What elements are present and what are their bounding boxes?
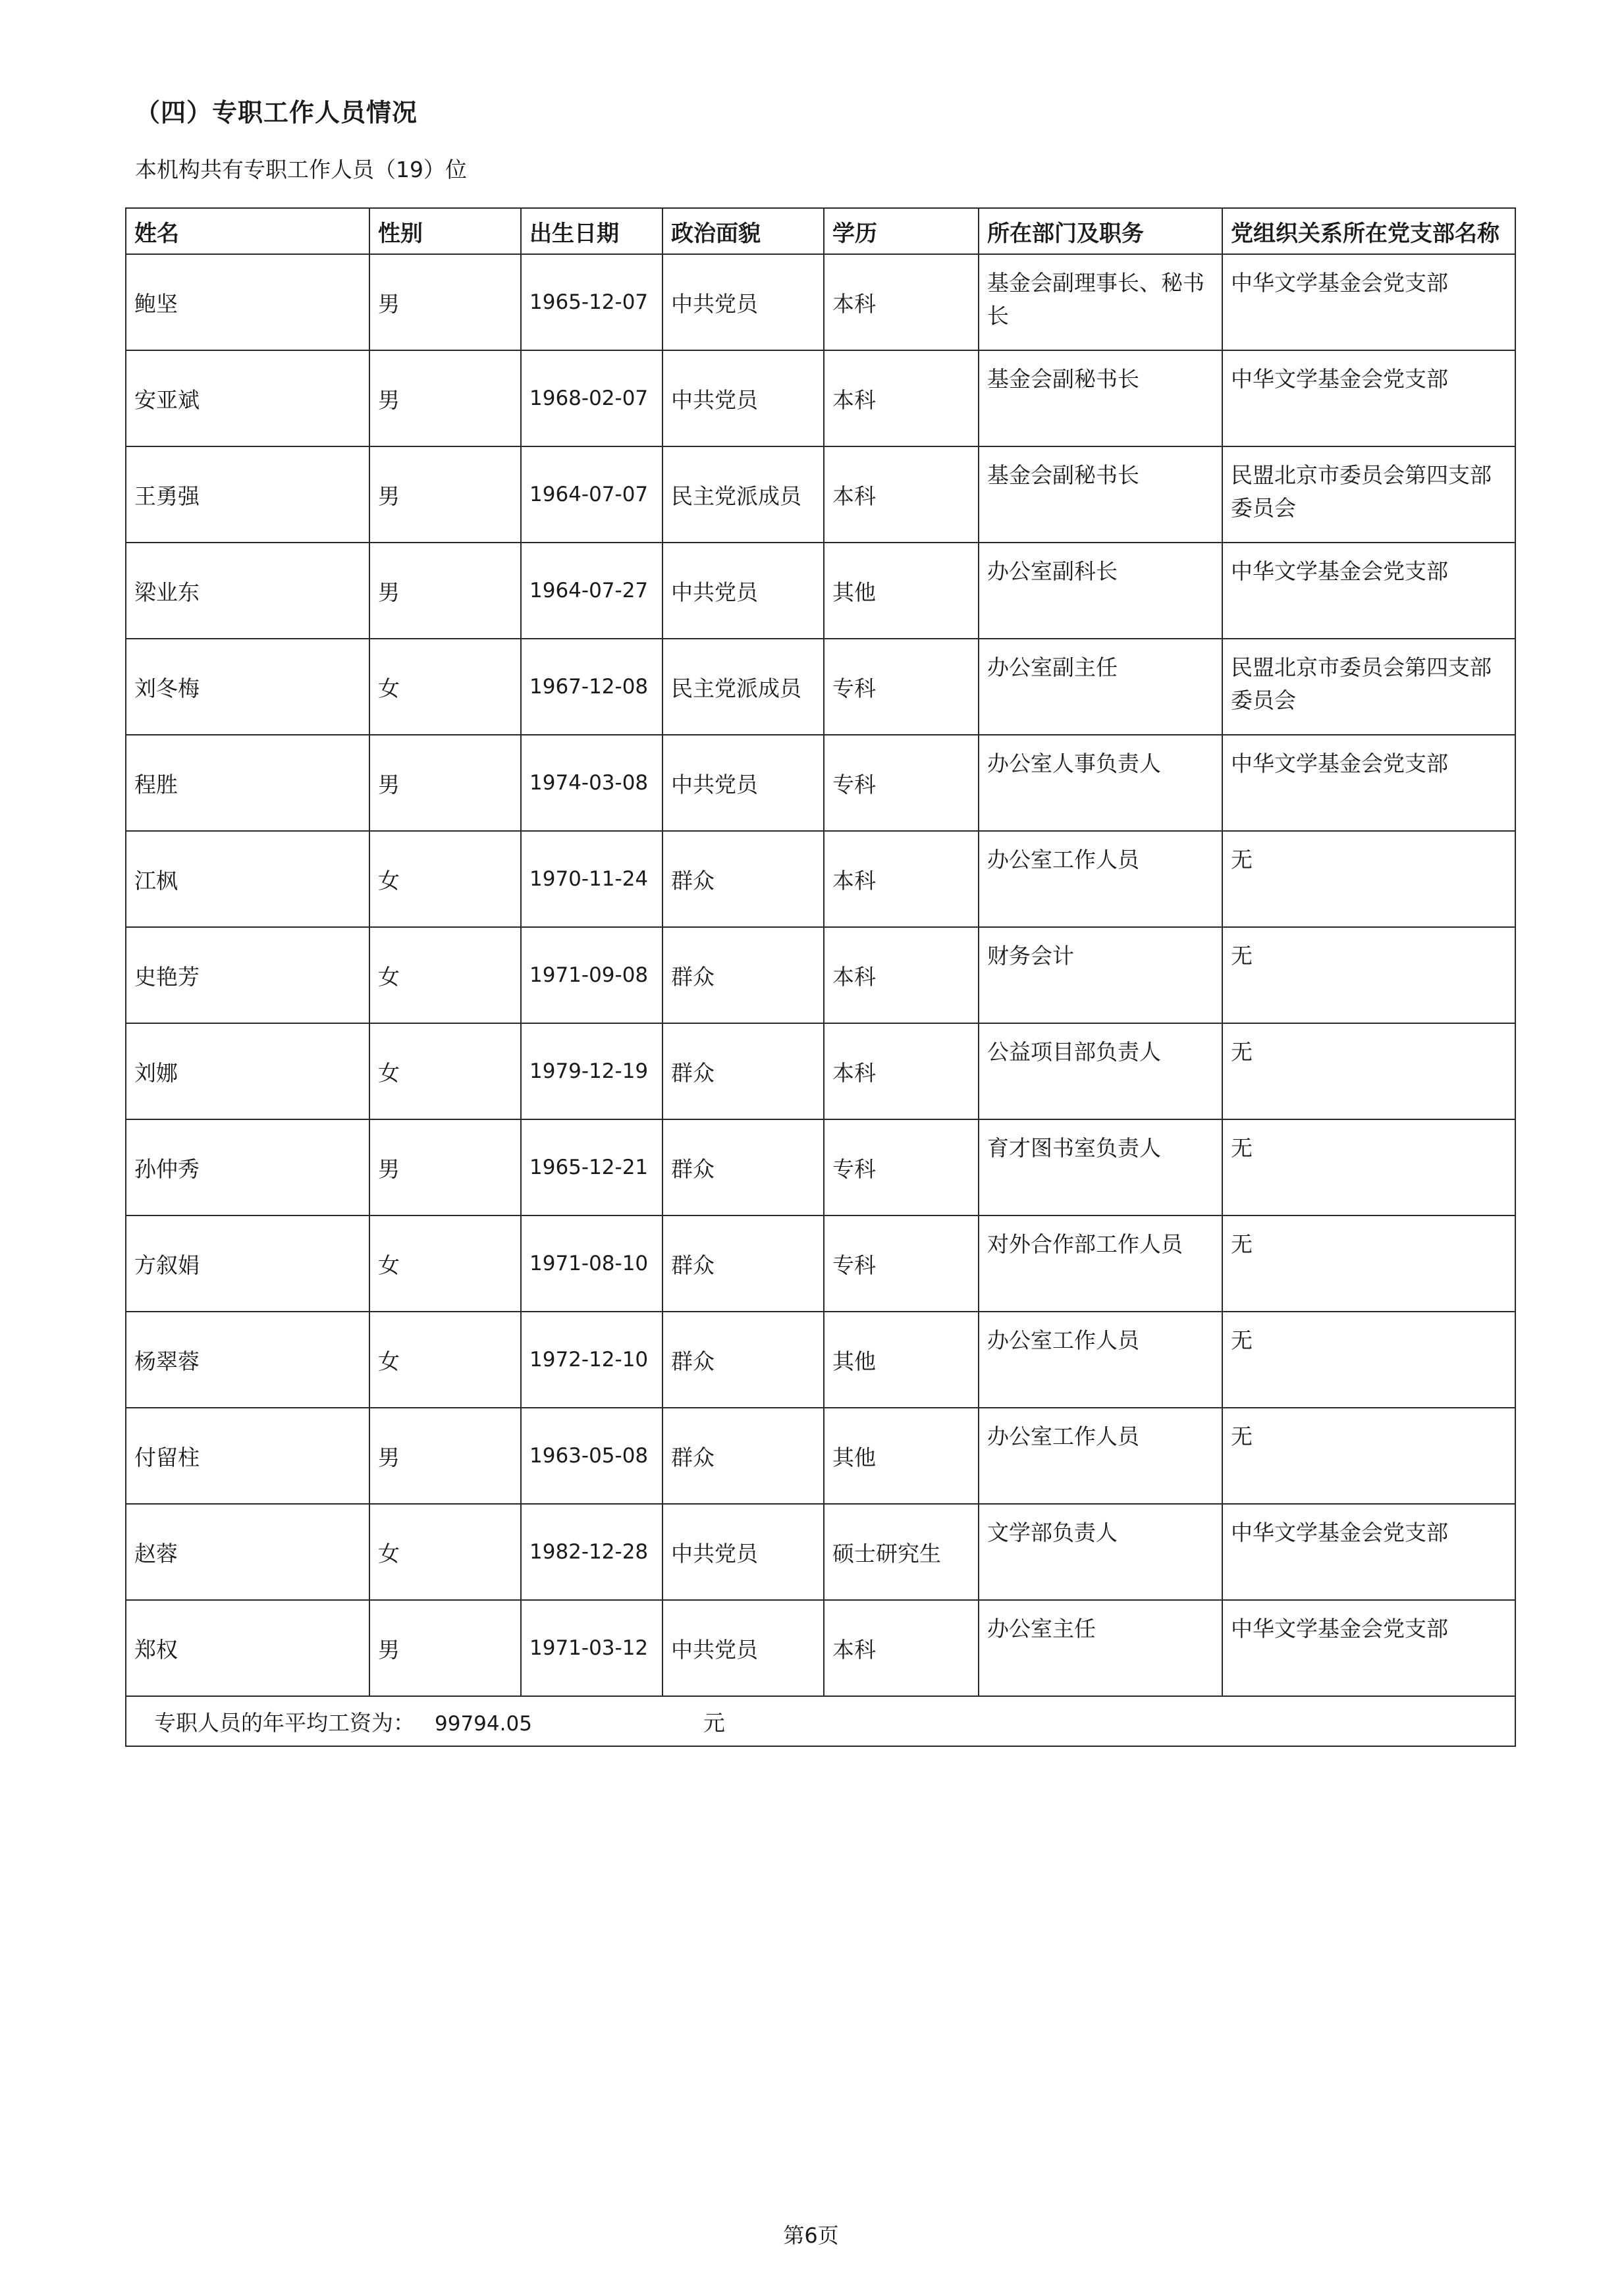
table-row: [126, 639, 1515, 735]
cell-gender: 女: [369, 1215, 521, 1312]
salary-value: 99794.05: [435, 1711, 532, 1736]
staff-count-line: [135, 153, 467, 184]
cell-department-position: 办公室人事负责人: [979, 735, 1222, 831]
intro-prefix: 本机构共有专职工作人员（: [135, 157, 396, 182]
cell-education: 本科: [824, 446, 979, 543]
cell-name: 刘冬梅: [126, 639, 369, 735]
cell-name: 程胜: [126, 735, 369, 831]
table-body: [126, 254, 1515, 1696]
cell-education: 本科: [824, 1023, 979, 1119]
cell-birthdate: 1971-08-10: [521, 1215, 662, 1312]
cell-department-position: 财务会计: [979, 927, 1222, 1023]
cell-gender: 男: [369, 1119, 521, 1215]
header-department-position: 所在部门及职务: [979, 208, 1222, 254]
cell-birthdate: 1972-12-10: [521, 1312, 662, 1408]
cell-department-position: 办公室工作人员: [979, 831, 1222, 927]
cell-party-branch: 中华文学基金会党支部: [1222, 543, 1515, 639]
cell-name: 赵蓉: [126, 1504, 369, 1600]
cell-name: 郑权: [126, 1600, 369, 1696]
cell-name: 方叙娟: [126, 1215, 369, 1312]
cell-name: 安亚斌: [126, 350, 369, 446]
cell-department-position: 办公室副科长: [979, 543, 1222, 639]
cell-political-status: 中共党员: [662, 254, 824, 350]
cell-birthdate: 1967-12-08: [521, 639, 662, 735]
cell-department-position: 文学部负责人: [979, 1504, 1222, 1600]
cell-department-position: 办公室工作人员: [979, 1312, 1222, 1408]
cell-gender: 男: [369, 1408, 521, 1504]
cell-political-status: 群众: [662, 927, 824, 1023]
cell-name: 鲍坚: [126, 254, 369, 350]
cell-political-status: 群众: [662, 1023, 824, 1119]
cell-education: 本科: [824, 831, 979, 927]
table-row: [126, 254, 1515, 350]
cell-birthdate: 1971-03-12: [521, 1600, 662, 1696]
cell-education: 本科: [824, 1600, 979, 1696]
cell-education: 本科: [824, 350, 979, 446]
cell-education: 本科: [824, 927, 979, 1023]
table-row: [126, 735, 1515, 831]
cell-education: 专科: [824, 1215, 979, 1312]
staff-count: 19: [396, 157, 423, 182]
cell-birthdate: 1974-03-08: [521, 735, 662, 831]
cell-political-status: 中共党员: [662, 350, 824, 446]
cell-party-branch: 中华文学基金会党支部: [1222, 1600, 1515, 1696]
table-row: [126, 831, 1515, 927]
cell-political-status: 群众: [662, 831, 824, 927]
cell-department-position: 基金会副理事长、秘书长: [979, 254, 1222, 350]
cell-gender: 男: [369, 254, 521, 350]
cell-political-status: 群众: [662, 1119, 824, 1215]
cell-education: 其他: [824, 1408, 979, 1504]
cell-gender: 男: [369, 1600, 521, 1696]
cell-birthdate: 1971-09-08: [521, 927, 662, 1023]
table-row: [126, 1408, 1515, 1504]
cell-party-branch: 中华文学基金会党支部: [1222, 1504, 1515, 1600]
cell-department-position: 公益项目部负责人: [979, 1023, 1222, 1119]
cell-gender: 男: [369, 446, 521, 543]
cell-name: 付留柱: [126, 1408, 369, 1504]
cell-political-status: 中共党员: [662, 543, 824, 639]
table-row: [126, 446, 1515, 543]
salary-row: [126, 1696, 1515, 1746]
cell-birthdate: 1965-12-21: [521, 1119, 662, 1215]
cell-party-branch: 民盟北京市委员会第四支部委员会: [1222, 639, 1515, 735]
cell-political-status: 群众: [662, 1312, 824, 1408]
cell-gender: 男: [369, 735, 521, 831]
intro-suffix: ）位: [423, 157, 467, 182]
cell-political-status: 中共党员: [662, 735, 824, 831]
cell-education: 其他: [824, 543, 979, 639]
cell-name: 江枫: [126, 831, 369, 927]
table-row: [126, 543, 1515, 639]
section-title: （四）专职工作人员情况: [135, 98, 418, 127]
cell-birthdate: 1963-05-08: [521, 1408, 662, 1504]
salary-unit: 元: [703, 1709, 725, 1736]
cell-name: 刘娜: [126, 1023, 369, 1119]
cell-department-position: 对外合作部工作人员: [979, 1215, 1222, 1312]
cell-political-status: 中共党员: [662, 1600, 824, 1696]
cell-political-status: 民主党派成员: [662, 446, 824, 543]
table-row: [126, 927, 1515, 1023]
cell-department-position: 办公室副主任: [979, 639, 1222, 735]
header-education: 学历: [824, 208, 979, 254]
cell-gender: 女: [369, 1023, 521, 1119]
salary-cell: [126, 1696, 1515, 1746]
cell-education: 专科: [824, 639, 979, 735]
header-political-status: 政治面貌: [662, 208, 824, 254]
cell-birthdate: 1965-12-07: [521, 254, 662, 350]
cell-name: 孙仲秀: [126, 1119, 369, 1215]
cell-gender: 女: [369, 831, 521, 927]
header-birthdate: 出生日期: [521, 208, 662, 254]
table-header-row: [126, 208, 1515, 254]
cell-department-position: 育才图书室负责人: [979, 1119, 1222, 1215]
cell-birthdate: 1979-12-19: [521, 1023, 662, 1119]
cell-party-branch: 中华文学基金会党支部: [1222, 254, 1515, 350]
cell-education: 本科: [824, 254, 979, 350]
cell-party-branch: 中华文学基金会党支部: [1222, 735, 1515, 831]
cell-education: 其他: [824, 1312, 979, 1408]
cell-education: 硕士研究生: [824, 1504, 979, 1600]
cell-department-position: 办公室工作人员: [979, 1408, 1222, 1504]
cell-name: 杨翠蓉: [126, 1312, 369, 1408]
cell-party-branch: 无: [1222, 831, 1515, 927]
cell-party-branch: 无: [1222, 927, 1515, 1023]
salary-label: 专职人员的年平均工资为：: [154, 1709, 415, 1736]
header-gender: 性别: [369, 208, 521, 254]
cell-birthdate: 1964-07-07: [521, 446, 662, 543]
table-row: [126, 1600, 1515, 1696]
cell-department-position: 基金会副秘书长: [979, 446, 1222, 543]
cell-party-branch: 无: [1222, 1023, 1515, 1119]
table-row: [126, 350, 1515, 446]
table-row: [126, 1215, 1515, 1312]
table-row: [126, 1119, 1515, 1215]
page-number: 第6页: [783, 2223, 839, 2248]
cell-political-status: 群众: [662, 1408, 824, 1504]
cell-gender: 男: [369, 543, 521, 639]
cell-gender: 女: [369, 1504, 521, 1600]
cell-party-branch: 无: [1222, 1119, 1515, 1215]
cell-department-position: 办公室主任: [979, 1600, 1222, 1696]
cell-gender: 女: [369, 927, 521, 1023]
staff-table: [125, 207, 1516, 1747]
cell-birthdate: 1968-02-07: [521, 350, 662, 446]
header-party-branch: 党组织关系所在党支部名称: [1222, 208, 1515, 254]
cell-political-status: 民主党派成员: [662, 639, 824, 735]
cell-party-branch: 中华文学基金会党支部: [1222, 350, 1515, 446]
cell-education: 专科: [824, 735, 979, 831]
cell-name: 梁业东: [126, 543, 369, 639]
cell-department-position: 基金会副秘书长: [979, 350, 1222, 446]
cell-birthdate: 1964-07-27: [521, 543, 662, 639]
cell-party-branch: 无: [1222, 1408, 1515, 1504]
cell-name: 史艳芳: [126, 927, 369, 1023]
cell-education: 专科: [824, 1119, 979, 1215]
table-row: [126, 1312, 1515, 1408]
cell-party-branch: 无: [1222, 1215, 1515, 1312]
table-row: [126, 1504, 1515, 1600]
cell-birthdate: 1970-11-24: [521, 831, 662, 927]
cell-gender: 女: [369, 1312, 521, 1408]
cell-political-status: 中共党员: [662, 1504, 824, 1600]
cell-gender: 女: [369, 639, 521, 735]
header-name: 姓名: [126, 208, 369, 254]
table-row: [126, 1023, 1515, 1119]
cell-political-status: 群众: [662, 1215, 824, 1312]
cell-party-branch: 民盟北京市委员会第四支部委员会: [1222, 446, 1515, 543]
cell-name: 王勇强: [126, 446, 369, 543]
cell-gender: 男: [369, 350, 521, 446]
cell-birthdate: 1982-12-28: [521, 1504, 662, 1600]
cell-party-branch: 无: [1222, 1312, 1515, 1408]
